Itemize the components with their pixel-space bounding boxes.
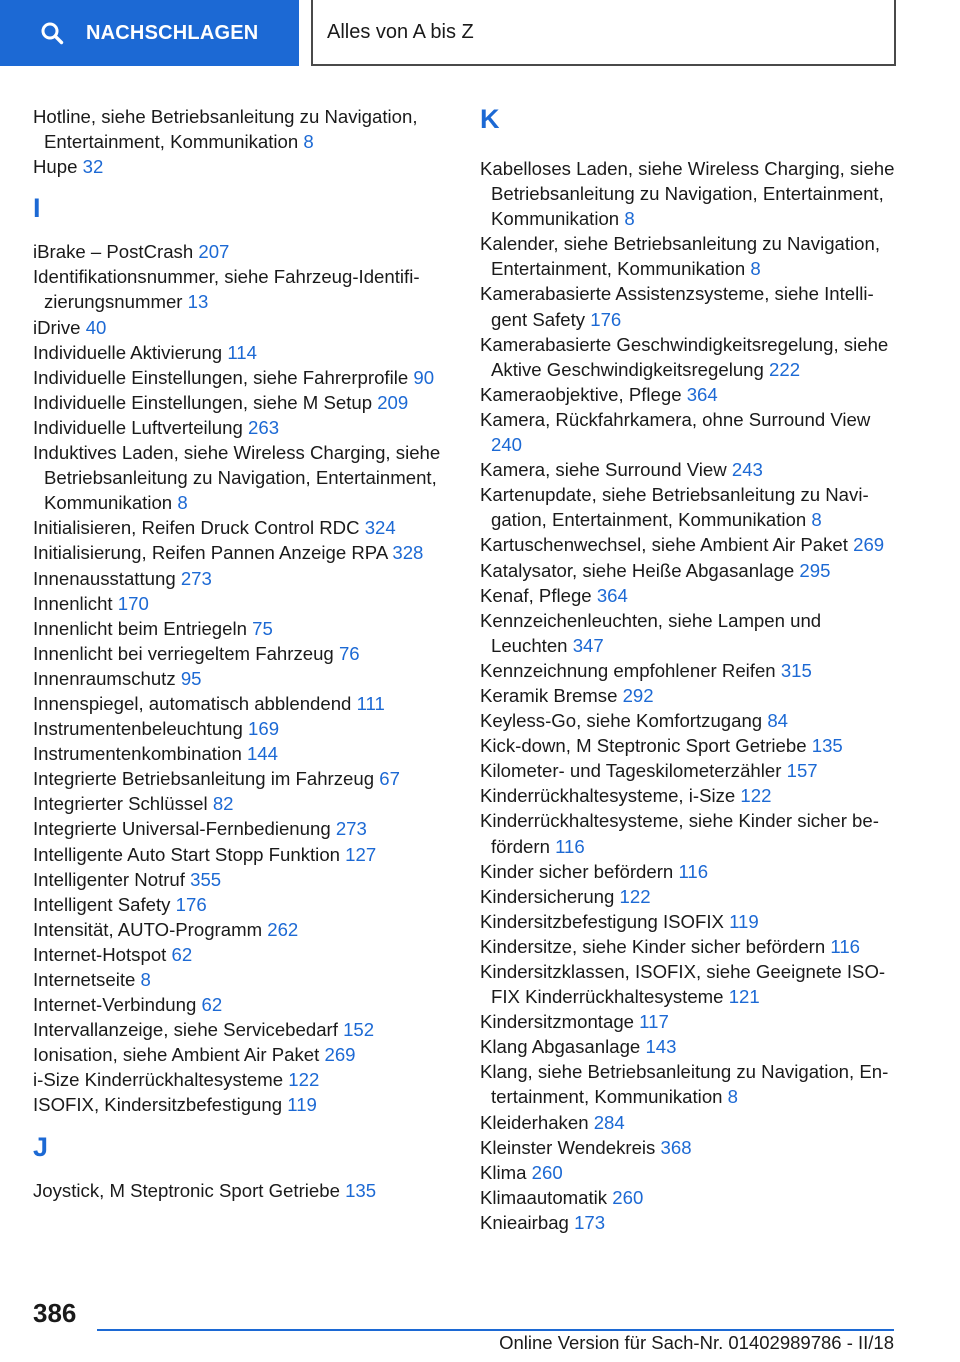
index-entry <box>33 340 448 365</box>
index-entry <box>480 583 900 608</box>
index-page-link[interactable]: 269 <box>324 1044 356 1066</box>
online-version-note: Online Version für Sach-Nr. 01402989786 - II/18 <box>499 1332 894 1353</box>
index-page-link[interactable]: 169 <box>248 718 280 740</box>
index-page-link[interactable]: 295 <box>799 559 831 581</box>
index-page-link[interactable]: 116 <box>830 935 861 957</box>
index-page-link[interactable]: 292 <box>622 684 654 706</box>
index-entry-text: iDrive <box>33 316 81 338</box>
index-entry <box>480 808 900 858</box>
index-page-link[interactable]: 262 <box>267 918 299 940</box>
index-page-link[interactable]: 273 <box>180 567 212 589</box>
index-page-link[interactable]: 135 <box>345 1179 377 1201</box>
index-entry-text: Kindersitzklassen, ISOFIX, siehe Geeignete ISOFIX Kinderrückhaltesysteme <box>480 961 886 1008</box>
index-entry-text: Kennzeichnung empfohlener Reifen <box>480 659 776 681</box>
index-entry-text: Initialisierung, Reifen Pannen Anzeige RPA <box>33 542 388 564</box>
index-entry-text: Intensität, AUTO-Programm <box>33 918 263 940</box>
index-entry <box>33 691 448 716</box>
index-entry <box>33 1042 448 1067</box>
index-entry-text: Innenausstattung <box>33 567 176 589</box>
index-page-link[interactable]: 122 <box>619 885 651 907</box>
index-entry-text: Internetseite <box>33 969 136 990</box>
index-entry-text: Intelligenter Notruf <box>33 868 185 890</box>
index-entry <box>33 440 448 515</box>
index-entry-text: Individuelle Luftverteilung <box>33 416 243 438</box>
index-page-link[interactable]: 347 <box>572 634 604 656</box>
index-page-link[interactable]: 273 <box>335 818 367 840</box>
index-entry-text: Keyless-Go, siehe Komfortzugang <box>480 710 763 732</box>
index-entry-text: Kartenupdate, siehe Betriebsanleitung zu Navigation, Entertainment, Kommunikation <box>480 484 869 531</box>
index-entry <box>480 1110 900 1135</box>
index-page-link[interactable]: 62 <box>171 943 193 965</box>
index-entry-text: Kameraobjektive, Pflege <box>480 383 682 405</box>
index-page-link[interactable]: 32 <box>82 156 104 178</box>
index-entry <box>33 842 448 867</box>
index-entry-text: Integrierte Universal-Fernbedienung <box>33 818 331 840</box>
index-entry <box>33 104 448 154</box>
index-entry <box>480 1210 900 1235</box>
index-entry <box>480 683 900 708</box>
index-page-link[interactable]: 8 <box>624 208 635 230</box>
index-page-link[interactable]: 111 <box>356 692 385 714</box>
index-entry-text: Hotline, siehe Betriebsanleitung zu Navigation, Entertainment, Kommunikation <box>33 106 418 153</box>
index-entry <box>33 1092 448 1117</box>
index-column-right <box>480 104 900 1235</box>
index-entry-text: Kleinster Wendekreis <box>480 1136 656 1158</box>
index-page-link[interactable]: 328 <box>392 542 424 564</box>
index-entry <box>33 791 448 816</box>
index-entry-text: Kamerabasierte Geschwindigkeitsregelung, siehe Aktive Geschwindigkeitsregelung <box>480 333 889 380</box>
index-entry-text: Kartuschenwechsel, siehe Ambient Air Paket <box>480 534 848 556</box>
index-page-link[interactable]: 116 <box>678 860 709 882</box>
index-page-link[interactable]: 143 <box>645 1036 677 1058</box>
index-entry-text: Ionisation, siehe Ambient Air Paket <box>33 1044 320 1066</box>
page-header <box>0 0 960 66</box>
index-entry-text: Innenlicht bei verriegeltem Fahrzeug <box>33 642 334 664</box>
index-page-link[interactable]: 243 <box>731 459 763 481</box>
index-entry <box>480 658 900 683</box>
index-entry <box>480 558 900 583</box>
index-entry <box>480 708 900 733</box>
index-page-link[interactable]: 119 <box>287 1094 317 1116</box>
index-entry-text: Intervallanzeige, siehe Servicebedarf <box>33 1019 338 1041</box>
index-entry-text: Kamera, siehe Surround View <box>480 459 727 481</box>
index-page-link[interactable]: 8 <box>727 1086 739 1108</box>
index-entry <box>33 1067 448 1092</box>
index-page-link[interactable]: 82 <box>212 793 234 815</box>
index-page-link[interactable]: 324 <box>364 517 396 539</box>
index-entry <box>480 332 900 382</box>
index-entry <box>33 766 448 791</box>
index-page-link[interactable]: 8 <box>177 492 188 514</box>
index-entry-text: Knieairbag <box>480 1211 569 1233</box>
index-entry-text: Kindersitzmontage <box>480 1011 634 1033</box>
index-entry-text: Kinder sicher befördern <box>480 860 674 882</box>
index-entry-text: Kilometer- und Tageskilometerzähler <box>480 760 782 782</box>
index-entry <box>480 733 900 758</box>
index-page-link[interactable]: 209 <box>377 391 409 413</box>
index-entry <box>480 482 900 532</box>
footer-divider <box>97 1329 894 1331</box>
index-entry-text: Kindersitzbefestigung ISOFIX <box>480 910 724 932</box>
index-entry-text: Kennzeichenleuchten, siehe Lampen und Leuchten <box>480 609 822 656</box>
index-page-link[interactable]: 176 <box>590 308 622 330</box>
index-entry <box>33 716 448 741</box>
index-entry-text: Kamerabasierte Assistenzsysteme, siehe Intelligent Safety <box>480 283 874 330</box>
index-page-link[interactable]: 76 <box>338 642 360 664</box>
index-entry-text: Kick-down, M Steptronic Sport Getriebe <box>480 735 807 757</box>
index-entry <box>33 365 448 390</box>
index-entry-text: Identifikationsnummer, siehe Fahrzeug-Identifizierungsnummer <box>33 266 420 313</box>
index-page-link[interactable]: 114 <box>227 341 257 363</box>
index-page-link[interactable]: 95 <box>180 667 202 689</box>
index-page-link[interactable]: 269 <box>853 534 885 556</box>
index-page-link[interactable]: 222 <box>769 358 801 380</box>
index-entry <box>33 1178 448 1203</box>
index-entry-text: Kinderrückhaltesysteme, i-Size <box>480 785 736 807</box>
index-entry-text: Klang Abgasanlage <box>480 1036 641 1058</box>
index-page-link[interactable]: 144 <box>246 743 278 765</box>
index-entry <box>480 608 900 658</box>
index-entry <box>33 1017 448 1042</box>
index-entry-text: Innenspiegel, automatisch abblendend <box>33 692 352 714</box>
index-entry-text: Klimaautomatik <box>480 1186 608 1208</box>
index-entry <box>33 641 448 666</box>
index-page-link[interactable]: 284 <box>593 1111 625 1133</box>
index-page-link[interactable]: 170 <box>117 592 149 614</box>
index-page-link[interactable]: 8 <box>140 969 151 990</box>
index-entry <box>33 390 448 415</box>
chapter-title-box[interactable] <box>311 0 896 66</box>
index-entry <box>480 1009 900 1034</box>
index-entry-text: Kindersicherung <box>480 885 615 907</box>
index-entry-text: Internet-Verbindung <box>33 994 197 1016</box>
index-page-link[interactable]: 8 <box>303 131 314 153</box>
index-entry <box>33 415 448 440</box>
index-entry <box>33 566 448 591</box>
index-page-link[interactable]: 127 <box>345 843 377 865</box>
index-page-link[interactable]: 90 <box>413 366 435 388</box>
index-page-link[interactable]: 116 <box>555 835 585 857</box>
index-page-link[interactable]: 240 <box>491 434 523 456</box>
index-entry-text: Kamera, Rückfahrkamera, ohne Surround View <box>480 408 871 430</box>
index-letter-heading: J <box>33 1131 49 1162</box>
index-entry-text: Keramik Bremse <box>480 684 618 706</box>
section-label: NACHSCHLAGEN <box>86 21 259 44</box>
index-entry <box>480 884 900 909</box>
index-page-link[interactable]: 207 <box>198 241 230 263</box>
index-entry <box>480 231 900 281</box>
index-entry <box>33 239 448 264</box>
index-entry-text: Katalysator, siehe Heiße Abgasanlage <box>480 559 795 581</box>
index-entry <box>33 315 448 340</box>
index-page-link[interactable]: 84 <box>767 710 789 732</box>
index-page-link[interactable]: 67 <box>379 768 400 790</box>
index-entry <box>480 382 900 407</box>
index-entry-text: Integrierte Betriebsanleitung im Fahrzeug <box>33 768 375 790</box>
index-entry-text: Kleiderhaken <box>480 1111 589 1133</box>
index-page-link[interactable]: 117 <box>639 1011 669 1033</box>
index-entry <box>33 942 448 967</box>
index-letter-heading: K <box>480 104 500 134</box>
index-page-link[interactable]: 8 <box>750 258 761 280</box>
index-entry <box>33 540 448 565</box>
index-entry <box>33 264 448 314</box>
index-entry <box>480 281 900 331</box>
index-entry <box>33 892 448 917</box>
index-page-link[interactable]: 364 <box>686 383 718 405</box>
index-entry-text: Klima <box>480 1161 527 1183</box>
index-page-link[interactable]: 263 <box>248 416 280 438</box>
index-page-link[interactable]: 260 <box>612 1186 644 1208</box>
index-page-link[interactable]: 173 <box>574 1211 606 1233</box>
index-entry <box>33 967 448 992</box>
index-entry-text: Kenaf, Pflege <box>480 584 592 606</box>
index-entry-text: Intelligent Safety <box>33 893 171 915</box>
index-entry-text: Internet-Hotspot <box>33 943 167 965</box>
index-page-link[interactable]: 122 <box>740 785 772 807</box>
index-page-link[interactable]: 121 <box>728 986 760 1008</box>
index-entry-text: Integrierter Schlüssel <box>33 793 208 815</box>
index-entry <box>33 741 448 766</box>
index-page-link[interactable]: 368 <box>660 1136 692 1158</box>
index-entry <box>33 616 448 641</box>
index-entry <box>480 959 900 1009</box>
index-entry-text: Individuelle Aktivierung <box>33 341 223 363</box>
index-entry-text: Induktives Laden, siehe Wireless Charging, siehe Betriebsanleitung zu Navigation, Entertainment, Kommunikation <box>33 442 441 514</box>
index-page-link[interactable]: 176 <box>175 893 207 915</box>
index-page-link[interactable]: 315 <box>780 659 812 681</box>
search-icon <box>40 20 66 46</box>
index-entry <box>33 515 448 540</box>
index-column-left <box>33 104 448 1203</box>
index-page-link[interactable]: 13 <box>187 291 209 313</box>
index-entry-text: Initialisieren, Reifen Druck Control RDC <box>33 517 360 539</box>
index-entry <box>33 154 448 179</box>
index-entry <box>480 1059 900 1109</box>
index-page-link[interactable]: 75 <box>252 617 273 639</box>
index-entry <box>480 407 900 457</box>
index-entry <box>33 867 448 892</box>
index-entry-text: Instrumentenbeleuchtung <box>33 718 243 740</box>
index-entry-text: Innenlicht beim Entriegeln <box>33 617 247 639</box>
index-entry <box>33 917 448 942</box>
index-entry <box>480 156 900 231</box>
index-page-link[interactable]: 119 <box>729 910 759 932</box>
chapter-label: Alles von A bis Z <box>327 20 474 43</box>
index-entry <box>480 909 900 934</box>
index-entry-text: ISOFIX, Kindersitzbefestigung <box>33 1094 283 1116</box>
index-entry <box>480 532 900 557</box>
index-entry <box>33 591 448 616</box>
index-entry-text: Hupe <box>33 156 78 178</box>
section-tab[interactable] <box>0 0 299 66</box>
index-page-link[interactable]: 355 <box>190 868 222 890</box>
index-entry <box>480 1185 900 1210</box>
index-entry <box>480 859 900 884</box>
index-entry <box>480 1160 900 1185</box>
page-number: 386 <box>33 1298 77 1328</box>
index-page-link[interactable]: 152 <box>343 1019 375 1041</box>
index-entry-text: Kindersitze, siehe Kinder sicher befördern <box>480 935 826 957</box>
index-entry <box>33 816 448 841</box>
index-entry-text: Innenraumschutz <box>33 667 176 689</box>
index-entry-text: Individuelle Einstellungen, siehe Fahrerprofile <box>33 366 409 388</box>
index-entry-text: Klang, siehe Betriebsanleitung zu Navigation, Entertainment, Kommunikation <box>480 1061 889 1108</box>
index-entry-text: Individuelle Einstellungen, siehe M Setup <box>33 391 373 413</box>
index-page-link[interactable]: 157 <box>786 760 818 782</box>
index-page-link[interactable]: 135 <box>811 735 843 757</box>
index-entry-text: Kalender, siehe Betriebsanleitung zu Navigation, Entertainment, Kommunikation <box>480 233 881 280</box>
index-entry-text: Innenlicht <box>33 592 113 614</box>
index-entry-text: Kabelloses Laden, siehe Wireless Charging, siehe Betriebsanleitung zu Navigation, Entertainment, Kommunikation <box>480 158 895 230</box>
index-page-link[interactable]: 364 <box>596 584 628 606</box>
index-entry-text: i-Size Kinderrückhaltesysteme <box>33 1069 284 1091</box>
index-page-link[interactable]: 122 <box>288 1069 320 1091</box>
index-page-link[interactable]: 40 <box>85 316 107 338</box>
index-entry-text: Instrumentenkombination <box>33 743 242 765</box>
index-entry-text: Intelligente Auto Start Stopp Funktion <box>33 843 340 865</box>
index-entry <box>33 992 448 1017</box>
index-entry <box>480 934 900 959</box>
index-entry <box>480 783 900 808</box>
index-entry <box>480 1135 900 1160</box>
index-entry-text: Kinderrückhaltesysteme, siehe Kinder sicher befördern <box>480 810 879 857</box>
index-entry <box>33 666 448 691</box>
index-entry-text: Joystick, M Steptronic Sport Getriebe <box>33 1179 340 1201</box>
index-entry <box>480 457 900 482</box>
index-page-link[interactable]: 62 <box>201 994 223 1016</box>
index-page-link[interactable]: 8 <box>811 509 822 531</box>
index-entry-text: iBrake – PostCrash <box>33 241 194 263</box>
index-letter-heading: I <box>33 193 41 224</box>
index-page-link[interactable]: 260 <box>531 1161 563 1183</box>
index-entry <box>480 1034 900 1059</box>
index-entry <box>480 758 900 783</box>
